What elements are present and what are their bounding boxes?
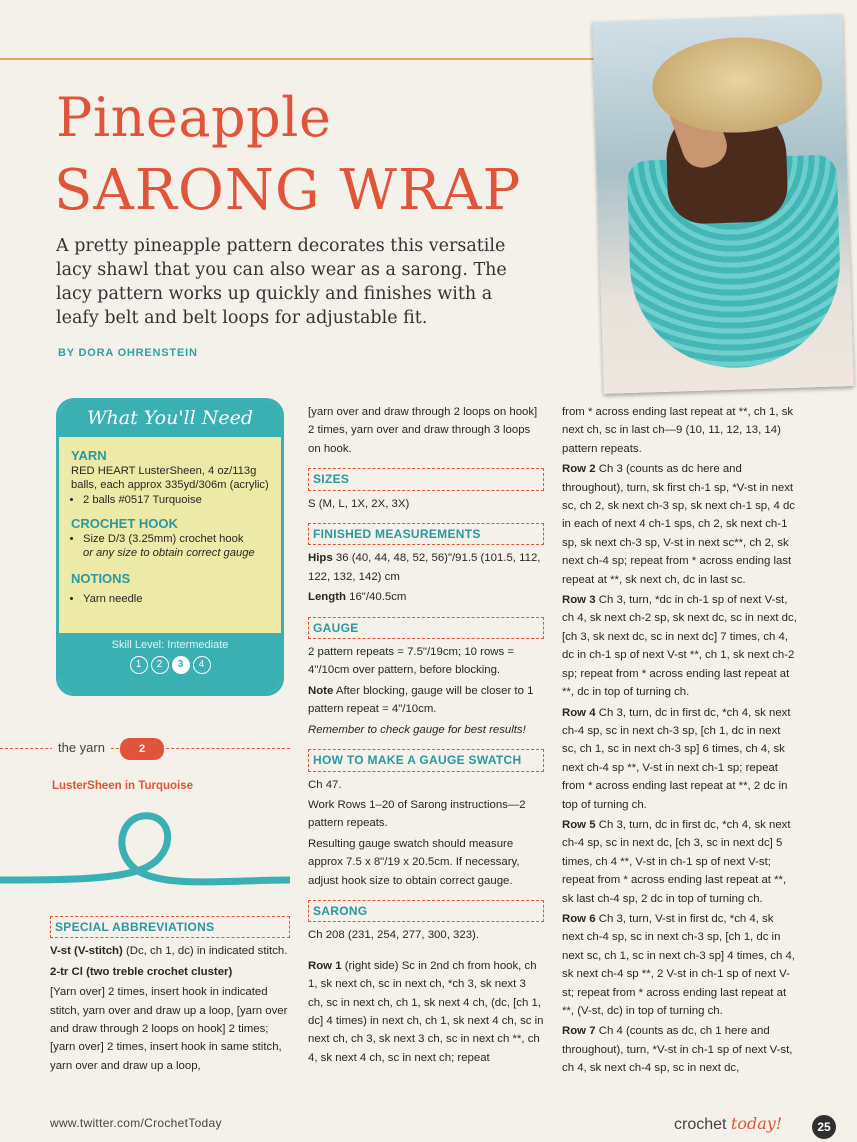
row-6 xyxy=(562,910,798,1020)
gauge-heading: GAUGE xyxy=(308,617,544,639)
title-line-2: SARONG WRAP xyxy=(54,158,522,223)
length-text: 16"/40.5cm xyxy=(349,591,407,604)
row-6-text: Ch 3, turn, V-st in first dc, *ch 4, sk next ch-4 sp, sc in next ch-3 sp, [ch 1, dc in next sc, ch 1, sc in next ch-3 sp] 4 times, ch 4, sk next ch-4 sp **, 2 V-st in ch-1 sp of next V-st; repeat from * across ending last repeat at **, (V-st, dc) in top of turning ch. xyxy=(562,912,795,1017)
gauge-reminder-text: Remember to check gauge for best results! xyxy=(308,723,526,736)
row-3-text: Ch 3, turn, *dc in ch-1 sp of next V-st, ch 4, sk next ch-2 sp, sk next dc, sc in next dc, [ch 3, sk next dc, sc in next dc] 7 times, ch 4, dc in ch-1 sp of next V-st **, ch 1, sk next ch-2 sp; repeat from * across ending last repeat at **, dc in top of turning ch. xyxy=(562,594,797,699)
gauge-note-line xyxy=(308,682,544,719)
sizes-text: S (M, L, 1X, 2X, 3X) xyxy=(308,497,410,510)
skill-level-4: 4 xyxy=(193,656,211,674)
row-7-label: Row 7 xyxy=(562,1025,596,1038)
v-stitch-text: (Dc, ch 1, dc) in indicated stitch. xyxy=(125,945,288,958)
yarn-name: LusterSheen in Turquoise xyxy=(52,780,193,792)
row-5-label: Row 5 xyxy=(562,818,596,831)
hips-line xyxy=(308,549,544,586)
yarn-list xyxy=(71,493,269,507)
row-4 xyxy=(562,704,798,814)
yarn-weight-badge: 2 xyxy=(120,738,164,760)
row-1-text: (right side) Sc in 2nd ch from hook, ch 1, sk next ch, sc in next ch, *ch 3, sk next 3 ch, sc in next ch, ch 1, sk next 4 ch, (dc, [ch 1, dc] 4 times) in next ch, ch 1, sk next 4 ch, sc in next ch, ch 3, sk next 3 ch, sc in next ch **, ch 4, sk next 4 ch, sc in next ch; repeat xyxy=(308,959,544,1064)
row-5-text: Ch 3, turn, dc in first dc, *ch 4, sk next ch-4 sp, sc in next dc, [ch 3, sc in next dc] 5 times, ch 4 **, V-st in ch-1 sp of next V-st; repeat from * across ending last repeat at **, sk last ch-4 sp, 2 dc in top of turning ch. xyxy=(562,818,791,905)
sizes-heading: SIZES xyxy=(308,468,544,490)
tr-cluster-term: 2-tr Cl (two treble crochet cluster) xyxy=(50,965,233,978)
hook-heading: CROCHET HOOK xyxy=(71,516,178,531)
column-2 xyxy=(308,403,544,1069)
skill-level-bar xyxy=(59,633,281,693)
yarn-strand-icon xyxy=(0,800,290,890)
swatch-step-2: Work Rows 1–20 of Sarong instructions—2 pattern repeats. xyxy=(308,798,526,830)
swatch-step-1: Ch 47. xyxy=(308,778,342,791)
hook-size: Size D/3 (3.25mm) crochet hook xyxy=(83,533,244,545)
hook-item xyxy=(83,532,269,560)
row-2-label: Row 2 xyxy=(562,463,596,476)
length-line xyxy=(308,588,544,606)
title-line-1: Pineapple xyxy=(56,86,332,149)
skill-level-1: 1 xyxy=(130,656,148,674)
special-abbrev-heading: SPECIAL ABBREVIATIONS xyxy=(50,916,290,938)
byline: BY DORA OHRENSTEIN xyxy=(58,347,198,359)
row-1 xyxy=(308,957,544,1067)
tr-cluster-term-line xyxy=(50,963,290,981)
skill-level-label: Skill Level: Intermediate xyxy=(111,639,229,651)
finished-measurements-heading: FINISHED MEASUREMENTS xyxy=(308,523,544,545)
footer-brand xyxy=(674,1114,782,1134)
col3-continued: from * across ending last repeat at **, ch 1, sk next ch, sc in last ch—9 (10, 11, 12, 13, 14) pattern repeats. xyxy=(562,406,794,455)
intro-text: A pretty pineapple pattern decorates this versatile lacy shawl that you can also wear as a sarong. The lacy pattern works up quickly and finishes with a leafy belt and belt loops for adjustable fit. xyxy=(56,236,507,328)
column-1 xyxy=(50,910,290,1077)
v-stitch-def xyxy=(50,942,290,960)
row-1-label: Row 1 xyxy=(308,959,342,972)
hook-list xyxy=(71,532,269,560)
top-rule xyxy=(0,58,600,60)
notions-item: • Yarn needle xyxy=(83,592,269,606)
hips-text: 36 (40, 44, 48, 52, 56)"/91.5 (101.5, 112, 122, 132, 142) cm xyxy=(308,552,541,583)
column-3 xyxy=(562,403,798,1080)
footer-twitter-link[interactable]: www.twitter.com/CrochetToday xyxy=(50,1116,222,1130)
row-3-label: Row 3 xyxy=(562,594,596,607)
row-3 xyxy=(562,591,798,701)
skill-level-circles xyxy=(59,656,281,674)
sarong-heading: SARONG xyxy=(308,900,544,922)
what-youll-need-box xyxy=(56,398,284,696)
yarn-heading: YARN xyxy=(71,448,107,463)
need-heading: What You'll Need xyxy=(59,401,281,437)
row-6-label: Row 6 xyxy=(562,912,596,925)
tr-cluster-def: [Yarn over] 2 times, insert hook in indicated stitch, yarn over and draw up a loop, [yarn over and draw through 2 loops on hook] 2 times; [yarn over] 2 times, insert hook in same stitch, yarn over and draw up a loop, xyxy=(50,986,288,1072)
notions-list xyxy=(71,592,269,606)
need-body xyxy=(59,437,281,606)
row-5 xyxy=(562,816,798,908)
note-label: Note xyxy=(308,684,334,697)
hat-graphic xyxy=(651,35,824,135)
col2-continued: [yarn over and draw through 2 loops on hook] 2 times, yarn over and draw through 3 loops on hook. xyxy=(308,406,538,455)
gauge-swatch-heading: HOW TO MAKE A GAUGE SWATCH xyxy=(308,749,544,771)
notions-heading: NOTIONS xyxy=(71,571,131,586)
row-2-text: Ch 3 (counts as dc here and throughout), turn, sk first ch-1 sp, *V-st in next sc, ch 2, sk next ch-3 sp, sk next ch-1 sp, 4 dc in each of next 4 ch-1 sps, ch 2, sk next ch-1 sp, sk next ch-3 sp, V-st in next sc**, ch 2, sk next ch-4 sp; repeat from * across ending last repeat at **, sk next ch, dc in last sc. xyxy=(562,463,795,586)
row-2 xyxy=(562,460,798,589)
hook-note: or any size to obtain correct gauge xyxy=(83,547,255,559)
yarn-label: the yarn xyxy=(52,740,111,755)
hips-label: Hips xyxy=(308,552,333,565)
skill-level-2: 2 xyxy=(151,656,169,674)
model-photo xyxy=(592,14,854,394)
row-4-label: Row 4 xyxy=(562,706,596,719)
footer-brand-accent: today! xyxy=(730,1114,783,1133)
yarn-desc: RED HEART LusterSheen, 4 oz/113g balls, each approx 335yd/306m (acrylic) xyxy=(71,465,269,491)
sarong-chain: Ch 208 (231, 254, 277, 300, 323). xyxy=(308,929,479,942)
row-7 xyxy=(562,1022,798,1077)
page-number: 25 xyxy=(812,1115,836,1139)
swatch-step-3: Resulting gauge swatch should measure approx 7.5 x 8"/19 x 20.5cm. If necessary, adjust hook size to obtain correct gauge. xyxy=(308,837,520,887)
gauge-text: 2 pattern repeats = 7.5"/19cm; 10 rows = 4"/10cm over pattern, before blocking. xyxy=(308,646,515,677)
gauge-reminder xyxy=(308,721,544,739)
row-4-text: Ch 3, turn, dc in first dc, *ch 4, sk next ch-4 sp, sc in next ch-3 sp, [ch 1, dc in next sc, ch 1, sc in next ch-3 sp] 6 times, ch 4, sk next ch-4 sp **, V-st in next ch-1 sp; repeat from * across ending last repeat at **, 2 dc in top of turning ch. xyxy=(562,706,791,811)
row-7-text: Ch 4 (counts as dc, ch 1 here and throughout), turn, *V-st in ch-1 sp of next V-st, ch 4, sk next ch-4 sp, sc in next dc, xyxy=(562,1025,793,1075)
note-text: After blocking, gauge will be closer to 1 pattern repeat = 4"/10cm. xyxy=(308,684,534,716)
v-stitch-term: V-st (V-stitch) xyxy=(50,945,123,958)
footer-brand-word: crochet xyxy=(674,1116,727,1133)
yarn-item: • 2 balls #0517 Turquoise xyxy=(83,493,269,507)
skill-level-3: 3 xyxy=(172,656,190,674)
length-label: Length xyxy=(308,591,346,604)
